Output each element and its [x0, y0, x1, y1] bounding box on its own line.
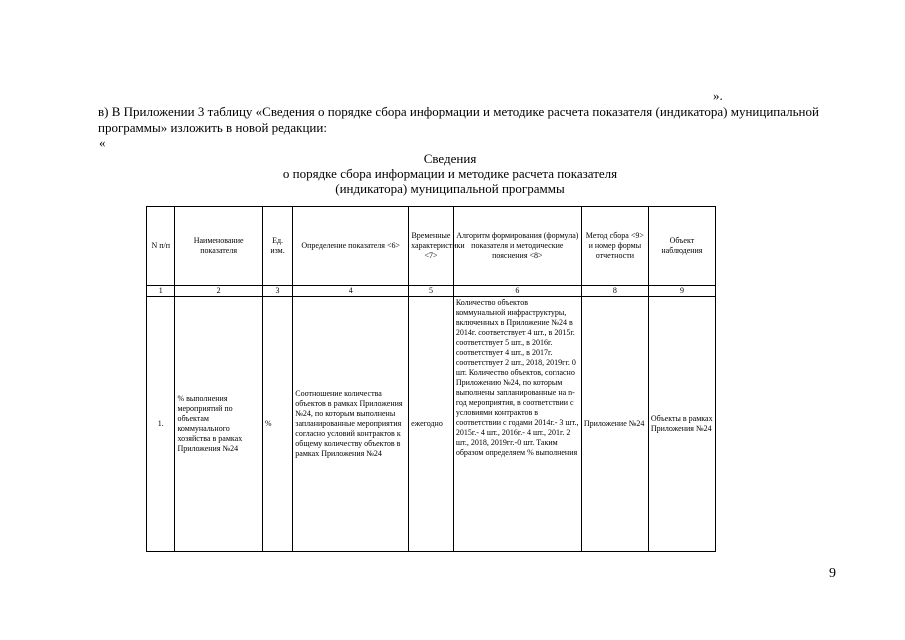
row-time: ежегодно	[409, 297, 454, 552]
header-num: N п/п	[147, 207, 175, 286]
header-time: Временные характеристики <7>	[409, 207, 454, 286]
title-line-1: Сведения	[423, 151, 477, 166]
page-number: 9	[829, 566, 836, 581]
table-title	[280, 151, 620, 196]
col-number: 1	[147, 286, 175, 297]
header-row	[147, 207, 716, 286]
row-name: % выполнения мероприятий по объектам коммунального хозяйства в рамках Приложения №24	[175, 297, 262, 552]
row-method: Приложение №24	[581, 297, 648, 552]
row-object: Объекты в рамках Приложения №24	[648, 297, 715, 552]
row-definition: Соотношение количества объектов в рамках Приложения №24, по которым выполнены запланированные мероприятия согласно условий контрактов к общему количеству объектов в рамках Приложения №24	[293, 297, 409, 552]
opening-quote: «	[99, 135, 106, 150]
col-number: 2	[175, 286, 262, 297]
column-number-row	[147, 286, 716, 297]
header-method: Метод сбора <9> и номер формы отчетности	[581, 207, 648, 286]
col-number: 5	[409, 286, 454, 297]
row-algorithm: Количество объектов коммунальной инфраструктуры, включенных в Приложение №24 в 2014г. соответствует 4 шт., в 2015г. соответствует 5 шт., в 2016г. соответствует 4 шт., в 2017г. соответствует 2 шт., 2018, 2019гг. 0 шт. Количество объектов, согласно Приложению №24, по которым выполнены запланированные на n-год мероприятия, в соответствии с условиями контрактов в соответствии с годами 2014г.- 3 шт., 2015г.- 4 шт., 2016г.- 4 шт., 201г. 2 шт., 2018, 2019гг.-0 шт. Таким образом определяем % выполнения	[453, 297, 581, 552]
row-num: 1.	[147, 297, 175, 552]
header-object: Объект наблюдения	[648, 207, 715, 286]
col-number: 8	[581, 286, 648, 297]
header-name: Наименование показателя	[175, 207, 262, 286]
title-line-2: о порядке сбора информации и методике расчета показателя	[282, 166, 618, 181]
info-table	[146, 206, 716, 552]
row-unit: %	[262, 297, 292, 552]
col-number: 6	[453, 286, 581, 297]
table-row	[147, 297, 716, 552]
header-definition: Определение показателя <6>	[293, 207, 409, 286]
intro-paragraph: в) В Приложении 3 таблицу «Сведения о порядке сбора информации и методике расчета показателя (индикатора) муниципальной программы» изложить в новой редакции:	[98, 104, 819, 135]
header-unit: Ед. изм.	[262, 207, 292, 286]
header-algorithm: Алгоритм формирования (формула) показателя и методические пояснения <8>	[453, 207, 581, 286]
col-number: 4	[293, 286, 409, 297]
previous-quote-close: ».	[713, 88, 723, 103]
col-number: 3	[262, 286, 292, 297]
title-line-3: (индикатора) муниципальной программы	[335, 181, 565, 196]
col-number: 9	[648, 286, 715, 297]
